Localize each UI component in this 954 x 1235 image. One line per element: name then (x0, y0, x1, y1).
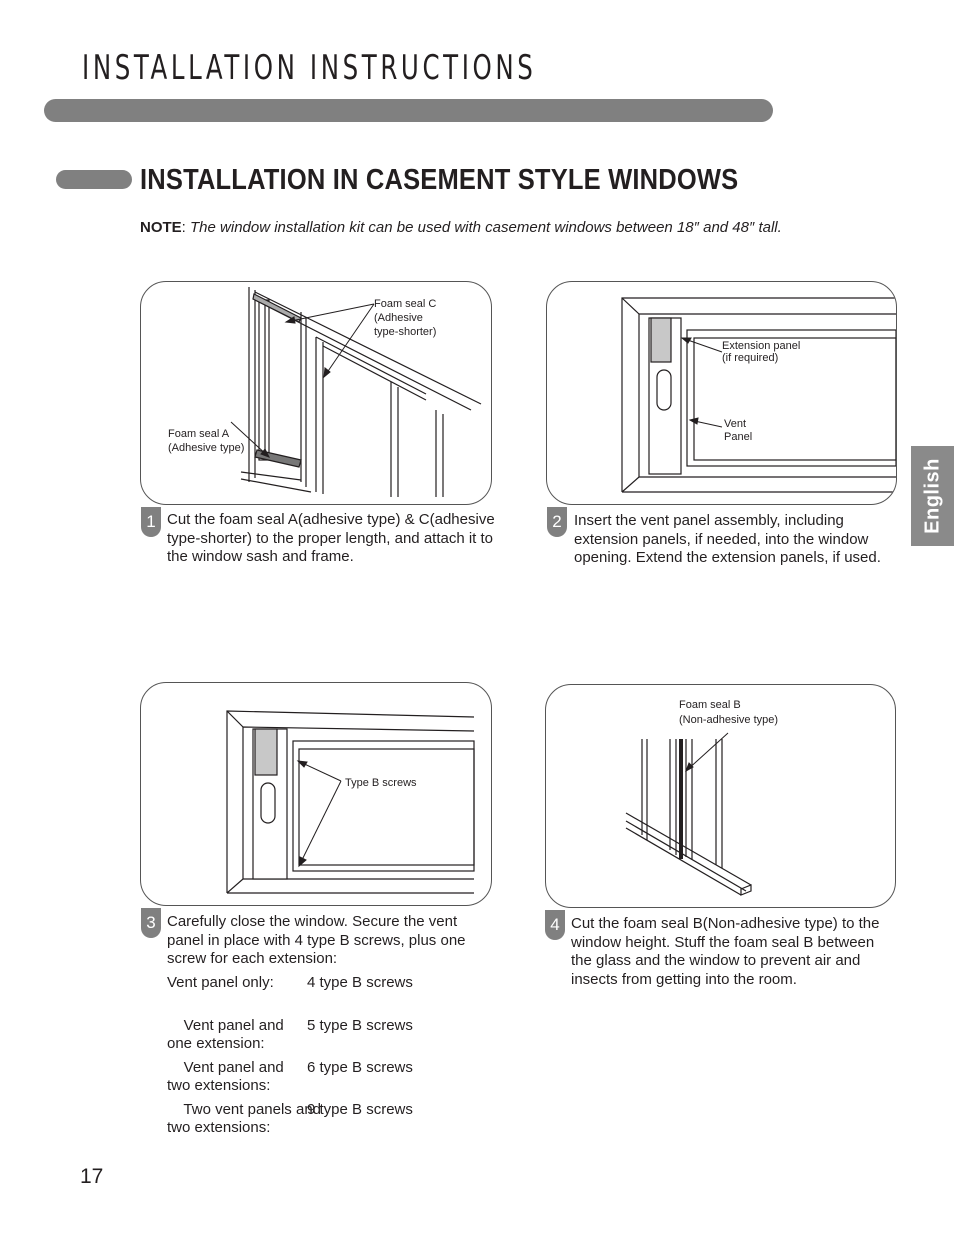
header-bar (44, 99, 773, 122)
page-number: 17 (80, 1165, 104, 1188)
screw-table-label: Vent panel and two extensions: (167, 1058, 284, 1094)
callout-vent-panel: Vent Panel (724, 418, 753, 443)
step-4-text: Cut the foam seal B(Non-adhesive type) to the window height. Stuff the foam seal B between the glass and the window to prevent air and insects from getting into the room. (571, 915, 880, 988)
step-3-window-drawing (141, 683, 491, 905)
screw-table-value: 9 type B screws (307, 1100, 413, 1118)
callout-foam-seal-b: Foam seal B (Non-adhesive type) (679, 699, 779, 726)
step-1-window-drawing (141, 282, 491, 504)
callout-foam-seal-a: Foam seal A (Adhesive type) (168, 428, 245, 454)
screw-table-row (167, 974, 467, 992)
screw-table-label: Vent panel only: (167, 974, 274, 991)
section-pill (56, 170, 132, 189)
section-title: INSTALLATION IN CASEMENT STYLE WINDOWS (140, 164, 739, 196)
screw-table-label: Two vent panels and two extensions: (167, 1100, 321, 1136)
screw-table-row (167, 998, 467, 1052)
step-1-illustration (140, 281, 492, 505)
screw-table-value: 6 type B screws (307, 1058, 413, 1076)
step-1-text: Cut the foam seal A(adhesive type) & C(adhesive type-shorter) to the proper length, and attach it to the window sash and frame. (167, 511, 495, 565)
language-tab-english[interactable] (911, 446, 954, 546)
screw-table-row (167, 1040, 467, 1094)
step-1-badge: 1 (141, 507, 161, 537)
step-2-illustration (546, 281, 897, 505)
callout-extension-panel: Extension panel (if required) (722, 340, 801, 364)
screw-table-label: Vent panel and one extension: (167, 1016, 284, 1052)
step-2-badge: 2 (547, 507, 567, 537)
step-2-window-drawing (547, 282, 896, 504)
step-2-text: Insert the vent panel assembly, including extension panels, if needed, into the window opening. Extend the extension panels, if used. (574, 512, 881, 566)
callout-type-b-screws: Type B screws (345, 777, 417, 789)
step-3-illustration (140, 682, 492, 906)
screw-table-row (167, 1082, 467, 1136)
callout-foam-seal-c: Foam seal C (Adhesive type-shorter) (374, 298, 437, 338)
page-header-title: INSTALLATION INSTRUCTIONS (82, 48, 537, 88)
screw-table-value: 4 type B screws (307, 973, 413, 991)
step-3-badge: 3 (141, 908, 161, 938)
note-label: NOTE (140, 219, 182, 236)
step-4-illustration (545, 684, 896, 908)
section-note: NOTE: The window installation kit can be used with casement windows between 18″ and 48″ tall. (140, 219, 782, 236)
step-4-badge: 4 (545, 910, 565, 940)
step-3-text: Carefully close the window. Secure the vent panel in place with 4 type B screws, plus one screw for each extension: (167, 913, 466, 967)
screw-table-value: 5 type B screws (307, 1016, 413, 1034)
language-tab-label: English (921, 458, 943, 534)
note-text: The window installation kit can be used with casement windows between 18″ and 48″ tall. (190, 219, 782, 236)
